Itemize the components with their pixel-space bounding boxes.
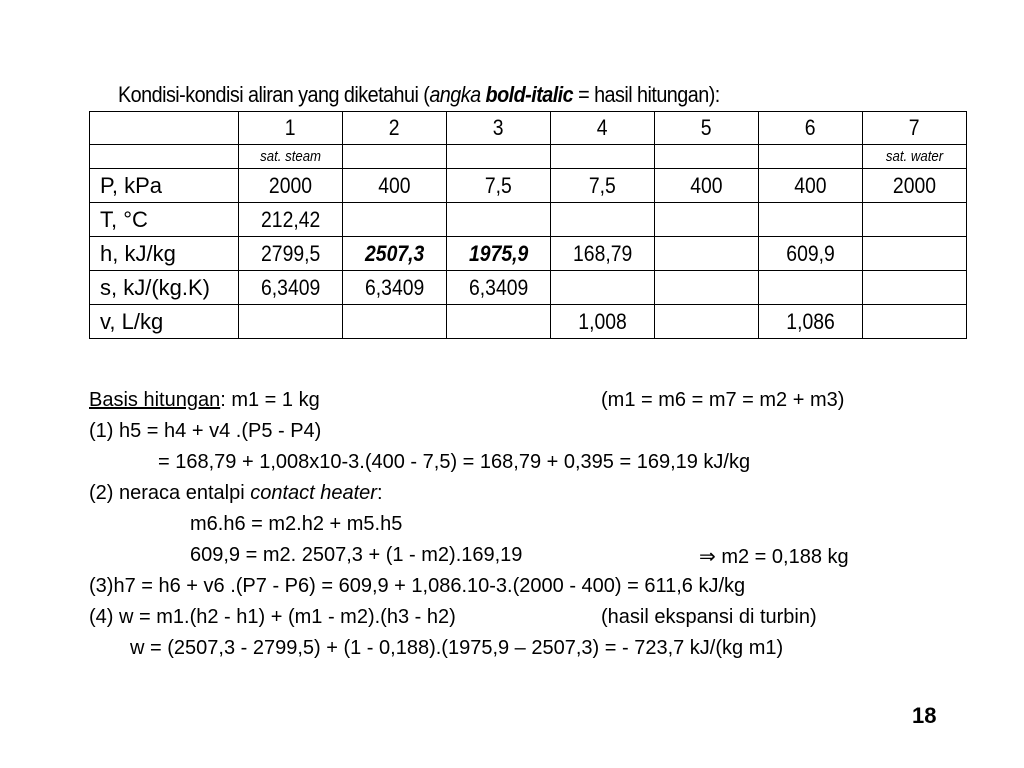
step2-italic: contact heater: [250, 482, 377, 504]
table-cell: [863, 271, 967, 305]
table-cell: [863, 237, 967, 271]
basis-note: (m1 = m6 = m7 = m2 + m3): [601, 389, 845, 411]
table-cell: 7,5: [551, 169, 655, 203]
table-cell: [655, 305, 759, 339]
caption-suffix: = hasil hitungan):: [573, 82, 720, 107]
table-header-row: [90, 112, 967, 145]
table-cell: 168,79: [551, 237, 655, 271]
table-cell: 6,3409: [447, 271, 551, 305]
table-cell: [343, 203, 447, 237]
subheader-cell: sat. steam: [239, 145, 343, 169]
table-cell: 2000: [863, 169, 967, 203]
header-cell: 3: [447, 112, 551, 145]
table-cell: [447, 203, 551, 237]
table-cell: [239, 305, 343, 339]
header-corner-cell: [90, 112, 239, 145]
table-cell: [655, 203, 759, 237]
caption-bold-italic: bold-italic: [485, 82, 574, 107]
table-cell: [863, 305, 967, 339]
table-subheader-row: [90, 145, 967, 169]
table-row-volume: [90, 305, 967, 339]
table-row-pressure: [90, 169, 967, 203]
table-cell: 1,008: [551, 305, 655, 339]
header-cell: 7: [863, 112, 967, 145]
table-row-entropy: [90, 271, 967, 305]
stream-conditions-table: [89, 111, 967, 339]
table-cell: [759, 271, 863, 305]
step2-prefix: (2) neraca entalpi: [89, 482, 251, 504]
row-label: T, °C: [90, 203, 239, 237]
step2-suffix: :: [376, 482, 383, 504]
table-cell: 2799,5: [239, 237, 343, 271]
table-cell: [863, 203, 967, 237]
table-cell: 609,9: [759, 237, 863, 271]
table-cell: 400: [759, 169, 863, 203]
step3-equation: (3)h7 = h6 + v6 .(P7 - P6) = 609,9 + 1,086.10-3.(2000 - 400) = 611,6 kJ/kg: [89, 575, 746, 597]
basis-line: [89, 389, 320, 412]
table-row-temperature: [90, 203, 967, 237]
subheader-cell: [447, 145, 551, 169]
table-cell: 1,086: [759, 305, 863, 339]
step1-result: = 168,79 + 1,008x10-3.(400 - 7,5) = 168,79 + 0,395 = 169,19 kJ/kg: [158, 451, 751, 473]
table-cell: 2000: [239, 169, 343, 203]
row-label: s, kJ/(kg.K): [90, 271, 239, 305]
subheader-cell: [655, 145, 759, 169]
table-cell: 212,42: [239, 203, 343, 237]
step4-note: (hasil ekspansi di turbin): [601, 606, 817, 628]
table-cell: 6,3409: [343, 271, 447, 305]
table-cell: 7,5: [447, 169, 551, 203]
table-cell-calculated: 1975,9: [447, 237, 551, 271]
header-cell: 2: [343, 112, 447, 145]
table-cell: [759, 203, 863, 237]
row-label: P, kPa: [90, 169, 239, 203]
basis-label: Basis hitungan: [89, 389, 221, 411]
step4-equation: (4) w = m1.(h2 - h1) + (m1 - m2).(h3 - h2): [89, 606, 456, 628]
subheader-cell: [343, 145, 447, 169]
step2-balance: m6.h6 = m2.h2 + m5.h5: [190, 513, 403, 535]
table-cell: [447, 305, 551, 339]
row-label: v, L/kg: [90, 305, 239, 339]
step2-result: ⇒ m2 = 0,188 kg: [699, 546, 849, 568]
basis-value: : m1 = 1 kg: [220, 389, 320, 411]
subheader-cell: [551, 145, 655, 169]
step1-equation: (1) h5 = h4 + v4 .(P5 - P4): [89, 420, 322, 442]
table-cell: [655, 271, 759, 305]
subheader-corner-cell: [90, 145, 239, 169]
subheader-cell: sat. water: [863, 145, 967, 169]
table-cell: [343, 305, 447, 339]
table-cell: 6,3409: [239, 271, 343, 305]
header-cell: 4: [551, 112, 655, 145]
caption-italic: angka: [429, 82, 481, 107]
subheader-cell: [759, 145, 863, 169]
header-cell: 1: [239, 112, 343, 145]
table-cell-calculated: 2507,3: [343, 237, 447, 271]
table-cell: [655, 237, 759, 271]
step2-heading: [89, 482, 383, 505]
step2-substitution: 609,9 = m2. 2507,3 + (1 - m2).169,19: [190, 544, 523, 566]
header-cell: 5: [655, 112, 759, 145]
table-cell: [551, 271, 655, 305]
table-cell: [551, 203, 655, 237]
page-number: 18: [912, 703, 937, 728]
caption-prefix: Kondisi-kondisi aliran yang diketahui (: [118, 82, 430, 107]
table-cell: 400: [343, 169, 447, 203]
table-row-enthalpy: [90, 237, 967, 271]
table-caption: [118, 82, 720, 108]
row-label: h, kJ/kg: [90, 237, 239, 271]
step4-result: w = (2507,3 - 2799,5) + (1 - 0,188).(1975,9 – 2507,3) = - 723,7 kJ/(kg m1): [130, 637, 784, 659]
table-cell: 400: [655, 169, 759, 203]
header-cell: 6: [759, 112, 863, 145]
